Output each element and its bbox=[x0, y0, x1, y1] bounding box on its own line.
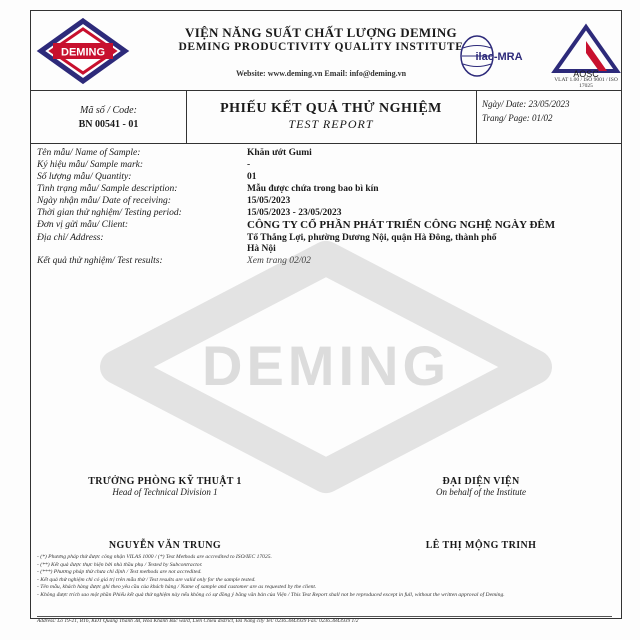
institute-name-en: DEMING PRODUCTIVITY QUALITY INSTITUTE bbox=[178, 41, 464, 53]
title-row bbox=[30, 90, 622, 144]
deming-watermark-icon bbox=[111, 252, 541, 482]
field-label: Địa chỉ/ Address: bbox=[37, 233, 104, 243]
report-notes bbox=[37, 554, 612, 600]
signature-left-name-block bbox=[55, 540, 275, 551]
signature-right-title: ĐẠI DIỆN VIỆN bbox=[442, 476, 520, 487]
aosc-label: AOSC bbox=[573, 69, 599, 79]
signature-right-subtitle: On behalf of the Institute bbox=[436, 487, 526, 497]
field-value: CÔNG TY CỔ PHẦN PHÁT TRIỂN CÔNG NGHỆ NGÀY ĐÊM bbox=[247, 219, 556, 231]
ilac-mra-logo-icon bbox=[459, 33, 529, 79]
field-label: Số lượng mẫu/ Quantity: bbox=[37, 172, 132, 182]
note-line: - Tên mẫu, khách hàng được ghi theo yêu cầu của khách hàng / Name of sample and customer are as requested by the client. bbox=[37, 584, 317, 591]
signature-left-name: NGUYỄN VĂN TRUNG bbox=[108, 540, 222, 551]
ilac-text: ilac-MRA bbox=[475, 51, 523, 63]
field-label: Thời gian thử nghiệm/ Testing period: bbox=[37, 208, 182, 218]
title-cell bbox=[186, 91, 477, 143]
field-value: 15/05/2023 bbox=[247, 196, 291, 206]
signature-right-name-block bbox=[371, 540, 591, 551]
field-value: - bbox=[247, 160, 251, 170]
field-label: Tình trạng mẫu/ Sample description: bbox=[37, 184, 178, 194]
field-value: 15/05/2023 - 23/05/2023 bbox=[247, 208, 342, 218]
report-date: Ngày/ Date: 23/05/2023 bbox=[482, 99, 570, 109]
deming-logo-icon bbox=[39, 19, 127, 83]
website-email-line: Website: www.deming.vn Email: info@deming.vn bbox=[235, 69, 407, 78]
code-label: Mã số / Code: bbox=[80, 105, 137, 116]
signature-left-title: TRƯỞNG PHÒNG KỸ THUẬT 1 bbox=[88, 476, 242, 487]
date-page-cell bbox=[476, 91, 621, 143]
note-line: - (*) Phương pháp thử được công nhận VILAS 1000 / (*) Test Methods are accredited to ISO/IEC 17025. bbox=[37, 554, 272, 560]
field-label: Đơn vị gửi mẫu/ Client: bbox=[37, 220, 128, 230]
logo-text: DEMING bbox=[61, 46, 105, 59]
report-header bbox=[30, 10, 622, 91]
note-line: - Không được trích sao một phần Phiếu kết quả thử nghiệm này nếu không có sự đồng ý bằng văn bản của Viện / This Test Report shall not be reproduced except in full, without the written approval of Deming. bbox=[37, 591, 505, 598]
code-value: BN 00541 - 01 bbox=[78, 119, 139, 130]
field-value: Khăn ướt Gumi bbox=[247, 148, 312, 158]
field-value: Mẫu được chứa trong bao bì kín bbox=[247, 184, 379, 194]
note-line: - (**) Kết quả được thực hiện bởi nhà thầu phụ / Tested by Subcontractor. bbox=[37, 561, 203, 568]
field-label: Kết quả thử nghiệm/ Test results: bbox=[37, 256, 163, 266]
note-line: - Kết quả thử nghiệm chỉ có giá trị trên mẫu thử / Test results are valid only for the sample tested. bbox=[37, 576, 256, 583]
watermark-text: DEMING bbox=[202, 334, 450, 397]
signature-left-subtitle: Head of Technical Division 1 bbox=[112, 487, 218, 497]
page-number: Trang/ Page: 01/02 bbox=[482, 113, 553, 123]
signature-left-block bbox=[55, 476, 275, 497]
field-value: 01 bbox=[247, 172, 257, 182]
signature-right-name: LÊ THỊ MỘNG TRINH bbox=[425, 540, 537, 551]
report-footer: Address: Lô 19-21, BT6, KĐT Quang Thành 3B, Hòa Khánh Bắc ward, Liên Chiểu district, Đà Nẵng city Tel: 0236.3843939 Fax: 0236.3843939 1/2 bbox=[37, 616, 612, 624]
report-title-en: TEST REPORT bbox=[288, 117, 374, 131]
field-value: Tổ Thắng Lợi, phường Dương Nội, quận Hà Đông, thành phố Hà Nội bbox=[247, 233, 497, 254]
code-cell bbox=[31, 91, 187, 143]
field-label: Ngày nhận mẫu/ Date of receiving: bbox=[37, 196, 171, 206]
note-line: - (***) Phương pháp thử chưa chỉ định / Test methods are not accredited. bbox=[37, 569, 202, 576]
field-label: Ký hiệu mẫu/ Sample mark: bbox=[37, 160, 144, 170]
institute-name-vn: VIỆN NĂNG SUẤT CHẤT LƯỢNG DEMING bbox=[185, 25, 457, 40]
field-label: Tên mẫu/ Name of Sample: bbox=[37, 148, 141, 158]
field-value: Xem trang 02/02 bbox=[247, 256, 311, 266]
report-body bbox=[30, 142, 622, 624]
report-title-vn: PHIẾU KẾT QUẢ THỬ NGHIỆM bbox=[220, 101, 442, 116]
aosc-sublabel: VLAT 1.00 / ISO 9001 / ISO 17025 bbox=[554, 77, 618, 89]
signature-right-block bbox=[371, 476, 591, 497]
